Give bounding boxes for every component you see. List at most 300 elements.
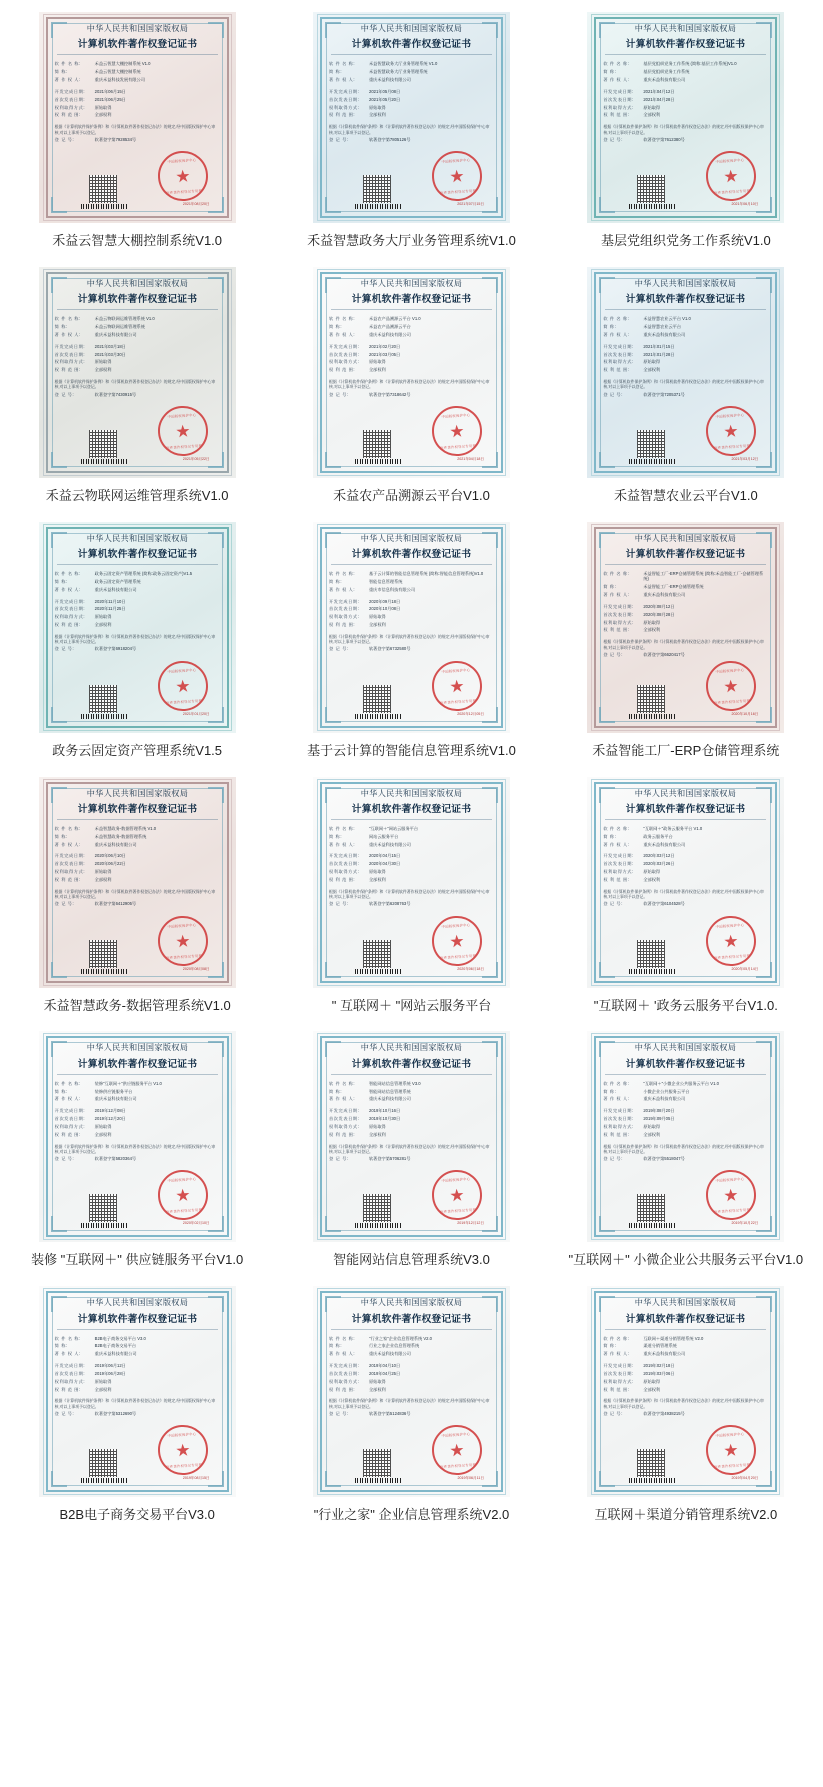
registration-note: 根据《计算机软件保护条例》和《计算机软件著作权登记办法》的规定,经中国版权保护中心审核,对以上事项予以登记。 [328,1143,490,1154]
issuer-name: 中华人民共和国国家版权局 [360,787,463,798]
certificate-fields-primary [603,61,768,85]
issuer-name: 中华人民共和国国家版权局 [635,532,737,543]
seal-issue-date: 2020年10月16日 [731,711,759,716]
field-value-development-date: 2021年04月12日 [643,88,675,94]
title-divider [605,819,766,820]
certificate-field-row [55,367,220,372]
field-value-software-name: "行业之家"企业信息管理系统 V2.0 [368,1335,432,1341]
certificate-card[interactable] [0,1280,274,1535]
field-value-registration-number: 软著登字第4938215号 [643,1411,685,1416]
certificate-caption: 装修 "互联网＋" 供应链服务平台V1.0 [31,1252,244,1268]
field-value-copyright-owner: 重庆禾益科技有限公司 [368,1351,411,1357]
title-divider [57,819,218,820]
certificate-thumbnail[interactable] [39,1031,236,1242]
certificate-fields-secondary [55,853,220,884]
registration-note: 根据《计算机软件保护条例》和《计算机软件著作权登记办法》的规定,经中国版权保护中心审核,对以上事项予以登记。 [603,639,764,650]
field-value-registration-number: 软著登字第6208763号 [368,901,411,907]
field-label-acquisition-method: 权利取得方式: [54,614,86,620]
certificate-caption: 禾益智慧政务大厅业务管理系统V1.0 [307,233,516,248]
certificate-field-row [603,1371,768,1376]
official-seal-icon [156,1424,209,1477]
certificate-title: 计算机软件著作权登记证书 [351,293,472,305]
issuer-name: 中华人民共和国国家版权局 [86,278,188,288]
certificate-field-row [329,89,494,94]
certificate-field-row [329,622,494,627]
field-value-acquisition-method: 原始取得 [368,104,386,110]
barcode-icon [629,969,675,974]
field-label-rights-scope: 权 利 范 围: [328,876,356,882]
certificate-thumbnail[interactable] [39,777,236,988]
seal-issue-date: 2020年02月10日 [182,1221,210,1226]
certificate-fields-regno [329,1411,494,1419]
certificate-card[interactable] [274,6,548,261]
certificate-fields-regno [329,137,494,145]
certificate-field-row [603,1343,768,1348]
certificate-fields-regno [55,1411,220,1419]
field-label-short-name: 简 称: [54,324,68,330]
registration-note: 根据《计算机软件保护条例》和《计算机软件著作权登记办法》的规定,经中国版权保护中心审核,对以上事项予以登记。 [328,888,490,900]
barcode-icon [629,459,675,464]
certificate-footer [603,1419,768,1485]
certificate-field-row [603,1336,768,1341]
field-label-short-name: 简 称: [54,578,68,584]
field-value-copyright-owner: 重庆禾益科技有限公司 [643,592,686,598]
certificate-thumbnail[interactable] [313,267,510,478]
qr-code-icon [89,430,117,458]
field-value-registration-number: 软著登字第6732580号 [368,646,411,652]
certificate-field-row [55,1108,220,1113]
certificate-field-row [329,877,494,882]
certificate-body [603,1298,768,1485]
certificate-thumbnail[interactable] [39,522,236,733]
certificate-caption: 智能网站信息管理系统V3.0 [333,1252,490,1268]
official-seal-icon [705,1424,758,1477]
certificate-field-row [55,332,220,337]
official-seal-icon [430,149,483,202]
field-value-short-name: B2B电子商务交易平台 [94,1343,137,1349]
seal-issue-date: 2021年01月20日 [182,711,210,716]
certificate-thumbnail[interactable] [313,1031,510,1242]
seal-bottom-text: 软件著作权登记专用章 [714,698,751,705]
certificate-field-row [329,137,494,142]
field-label-acquisition-method: 权利取得方式: [328,359,360,365]
certificate-footer [55,1164,220,1230]
certificate-field-row [329,324,494,329]
field-value-development-date: 2019年08月20日 [643,1108,675,1114]
field-label-rights-scope: 权 利 范 围: [54,367,81,373]
title-divider [57,1329,218,1330]
title-divider [331,54,492,55]
qr-code-icon [637,1194,665,1222]
certificate-fields-regno [603,1411,768,1419]
field-label-copyright-owner: 著 作 权 人: [603,1096,630,1102]
field-label-software-name: 软 件 名 称: [328,316,356,322]
certificate-card[interactable] [274,1025,548,1280]
certificate-body [329,1043,494,1230]
certificate-title: 计算机软件著作权登记证书 [626,548,746,560]
certificate-field-row [329,853,494,858]
certificate-thumbnail[interactable] [587,12,784,223]
certificate-field-row [603,612,768,617]
certificate-card[interactable] [549,1280,823,1535]
certificate-field-row [329,112,494,117]
certificate-field-row [603,861,768,866]
barcode-icon [355,1478,401,1483]
certificate-card[interactable] [0,261,274,516]
certificate-thumbnail[interactable] [313,777,510,988]
certificate-field-row [603,869,768,874]
certificate-card[interactable] [274,771,548,1026]
field-label-software-name: 软 件 名 称: [54,1080,81,1086]
certificate-field-row [329,1089,494,1094]
seal-bottom-text: 软件著作权登记专用章 [440,188,477,196]
field-value-software-name: 禾益云物联网运维管理系统 V1.0 [94,316,155,322]
certificate-thumbnail[interactable] [587,777,784,988]
field-value-rights-scope: 全部权利 [643,112,661,118]
official-seal-icon [430,659,483,712]
field-value-development-date: 2019年06月12日 [94,1363,126,1369]
field-label-short-name: 简 称: [603,69,617,75]
certificate-fields-primary [603,316,768,340]
field-label-short-name: 简 称: [54,1088,68,1094]
certificate-caption: "行业之家" 企业信息管理系统V2.0 [313,1507,510,1523]
field-label-first-publish-date: 首次发表日期: [328,96,360,102]
certificate-field-row [603,77,768,82]
field-label-copyright-owner: 著 作 权 人: [328,1096,356,1102]
certificate-card[interactable] [0,6,274,261]
title-divider [605,564,766,565]
certificate-field-row [329,1343,494,1348]
certificate-fields-secondary [329,1363,494,1394]
certificate-field-row [329,1124,494,1129]
field-label-software-name: 软 件 名 称: [54,571,81,577]
field-value-registration-number: 软著登字第6918204号 [94,646,137,652]
certificate-card[interactable] [274,516,548,771]
certificate-body [329,1298,494,1485]
certificate-field-row [55,901,220,906]
field-label-software-name: 软 件 名 称: [328,1080,356,1086]
certificate-thumbnail[interactable] [39,12,236,223]
certificate-title: 计算机软件著作权登记证书 [626,1058,746,1070]
field-label-development-date: 开发完成日期: [328,1363,360,1369]
certificate-field-row [55,1379,220,1384]
certificate-card[interactable] [549,1025,823,1280]
certificate-caption: 政务云固定资产管理系统V1.5 [52,742,223,758]
field-value-rights-scope: 全部权利 [94,112,112,118]
qr-code-icon [89,1194,117,1222]
certificate-field-row [329,1411,494,1416]
field-value-registration-number: 软著登字第7612380号 [643,136,685,142]
certificate-field-row [55,1116,220,1121]
certificate-field-row [55,614,220,619]
certificate-fields-secondary [603,344,768,375]
certificate-field-row [55,1124,220,1129]
seal-bottom-text: 软件著作权登记专用章 [440,1208,477,1215]
issuer-name: 中华人民共和国国家版权局 [86,1297,188,1308]
certificate-card[interactable] [0,1025,274,1280]
certificate-field-row [55,622,220,627]
qr-code-icon [637,685,665,713]
seal-bottom-text: 软件著作权登记专用章 [165,953,202,960]
certificate-field-row [603,853,768,858]
certificate-body [603,24,768,211]
certificate-fields-regno [329,392,494,400]
certificate-field-row [55,877,220,882]
certificate-field-row [55,1096,220,1101]
seal-top-text: 中国版权保护中心 [441,1177,471,1184]
certificate-thumbnail[interactable] [313,12,510,223]
certificate-field-row [603,97,768,102]
field-label-rights-scope: 权 利 范 围: [328,1131,356,1137]
field-value-registration-number: 软著登字第7430915号 [94,391,137,397]
qr-code-icon [363,175,391,203]
certificate-fields-primary [329,1336,494,1360]
certificate-field-row [55,89,220,94]
field-value-registration-number: 软著登字第7318642号 [368,391,411,397]
field-value-short-name: 政务云固定资产管理系统 [94,578,141,584]
certificate-field-row [329,392,494,397]
field-label-first-publish-date: 首次发表日期: [54,1370,86,1376]
certificate-field-row [603,352,768,357]
certificate-card[interactable] [549,261,823,516]
field-value-first-publish-date: 2020年03月26日 [643,861,675,867]
field-label-short-name: 简 称: [328,69,343,75]
seal-issue-date: 2020年08月08日 [182,966,210,971]
certificate-caption: 禾益智能工厂-ERP仓储管理系统 [592,742,780,758]
seal-top-text: 中国版权保护中心 [167,922,197,929]
field-value-development-date: 2019年10月16日 [368,1108,401,1114]
field-value-first-publish-date: 2019年04月25日 [368,1370,401,1376]
certificate-field-row [329,861,494,866]
seal-issue-date: 2019年12月12日 [457,1221,484,1226]
field-value-first-publish-date: 2021年05月20日 [368,96,401,102]
field-value-acquisition-method: 原始取得 [643,359,661,365]
field-label-acquisition-method: 权利取得方式: [328,614,360,620]
seal-bottom-text: 软件著作权登记专用章 [714,443,751,451]
certificate-fields-regno [55,1156,220,1164]
field-value-development-date: 2020年11月10日 [94,598,126,604]
field-label-acquisition-method: 权利取得方式: [603,1378,634,1384]
seal-top-text: 中国版权保护中心 [715,412,745,419]
seal-top-text: 中国版权保护中心 [715,1177,745,1184]
certificate-card[interactable] [549,771,823,1026]
certificate-fields-secondary [603,89,768,120]
certificate-field-row [329,1116,494,1121]
certificate-card[interactable] [274,261,548,516]
certificate-title: 计算机软件著作权登记证书 [626,38,746,50]
certificate-fields-secondary [603,1108,768,1139]
certificate-field-row [329,61,494,66]
certificate-field-row [329,1379,494,1384]
certificate-field-row [55,861,220,866]
official-seal-icon [156,404,209,457]
certificate-card[interactable] [549,516,823,771]
seal-star-icon: ★ [174,165,191,187]
certificate-field-row [329,579,494,584]
barcode-icon [355,204,401,209]
field-value-registration-number: 软著登字第6104528号 [643,901,685,907]
field-label-software-name: 软 件 名 称: [603,61,630,67]
field-value-short-name: 基层党组织党务工作系统 [643,69,690,75]
certificate-thumbnail[interactable] [587,1286,784,1497]
certificate-card[interactable] [0,516,274,771]
certificate-field-row [55,1343,220,1348]
certificate-body [329,279,494,466]
certificate-field-row [603,61,768,66]
certificate-field-row [55,826,220,831]
certificate-field-row [55,105,220,110]
field-value-short-name: 禾益智慧政务-数据管理系统 [94,833,147,839]
certificate-field-row [603,627,768,632]
certificate-thumbnail[interactable] [587,267,784,478]
certificate-footer [55,910,220,976]
certificate-field-row [603,1132,768,1137]
certificate-title: 计算机软件著作权登记证书 [77,803,197,815]
field-value-development-date: 2020年09月18日 [368,598,401,604]
official-seal-icon [705,404,758,457]
certificate-fields-primary [55,826,220,850]
certificate-field-row [329,1108,494,1113]
seal-star-icon: ★ [174,1185,191,1206]
seal-star-icon: ★ [723,1185,740,1206]
title-divider [57,54,218,55]
field-value-first-publish-date: 2019年06月28日 [94,1370,126,1376]
field-label-development-date: 开发完成日期: [328,1108,360,1114]
certificate-caption: 禾益农产品溯源云平台V1.0 [333,487,490,503]
field-value-software-name: 禾益智慧政务大厅业务管理系统 V1.0 [368,61,438,67]
certificate-field-row [603,1124,768,1129]
certificate-field-row [329,359,494,364]
certificate-field-row [329,105,494,110]
certificate-field-row [55,579,220,584]
barcode-icon [81,1478,127,1483]
field-value-rights-scope: 全部权利 [368,876,386,882]
field-value-acquisition-method: 原始取得 [643,1378,661,1384]
certificate-thumbnail[interactable] [39,267,236,478]
certificate-fields-regno [329,1156,494,1164]
field-label-short-name: 简 称: [603,584,617,590]
field-value-copyright-owner: 重庆禾益科技有限公司 [368,331,411,337]
certificate-field-row [329,1156,494,1161]
field-label-registration-number: 登 记 号: [603,1411,623,1416]
certificate-card[interactable] [274,1280,548,1535]
certificate-field-row [55,1089,220,1094]
field-label-registration-number: 登 记 号: [603,901,623,907]
field-label-acquisition-method: 权利取得方式: [328,104,360,110]
certificate-field-row [329,834,494,839]
certificate-field-row [55,112,220,117]
field-label-development-date: 开发完成日期: [54,1108,86,1114]
certificate-field-row [55,359,220,364]
field-label-first-publish-date: 首次发表日期: [54,1116,86,1122]
certificate-thumbnail[interactable] [587,522,784,733]
certificate-field-row [603,834,768,839]
qr-code-icon [363,940,391,968]
certificate-thumbnail[interactable] [39,1286,236,1497]
field-label-copyright-owner: 著 作 权 人: [54,77,81,83]
certificate-card[interactable] [0,771,274,1026]
seal-issue-date: 2019年06月11日 [457,1476,484,1481]
field-label-development-date: 开发完成日期: [54,853,86,859]
seal-top-text: 中国版权保护中心 [441,158,471,165]
certificate-thumbnail[interactable] [313,1286,510,1497]
certificate-field-row [55,1411,220,1416]
seal-star-icon: ★ [174,420,191,441]
issuer-name: 中华人民共和国国家版权局 [360,23,463,33]
certificate-fields-primary [329,1081,494,1105]
field-label-registration-number: 登 记 号: [54,1411,75,1416]
qr-code-icon [89,685,117,713]
certificate-field-row [55,1387,220,1392]
certificate-thumbnail[interactable] [587,1031,784,1242]
field-label-first-publish-date: 首次发表日期: [328,606,360,612]
field-label-rights-scope: 权 利 范 围: [54,622,81,628]
certificate-body [329,24,494,211]
field-value-copyright-owner: 重庆禾益科技有限公司 [643,841,686,847]
issuer-name: 中华人民共和国国家版权局 [635,787,737,798]
certificate-fields-regno [329,646,494,654]
certificate-field-row [329,344,494,349]
certificate-field-row [329,614,494,619]
field-label-first-publish-date: 首次发表日期: [54,96,86,102]
issuer-name: 中华人民共和国国家版权局 [360,1297,463,1308]
certificate-thumbnail[interactable] [313,522,510,733]
official-seal-icon [430,1169,483,1222]
certificate-field-row [603,1096,768,1101]
qr-code-icon [89,940,117,968]
field-label-rights-scope: 权 利 范 围: [328,112,356,118]
certificate-field-row [603,1363,768,1368]
certificate-fields-primary [603,1336,768,1360]
field-value-acquisition-method: 原始取得 [94,1123,112,1129]
field-value-acquisition-method: 原始取得 [368,1123,386,1129]
field-label-first-publish-date: 首次发表日期: [54,351,86,357]
field-label-first-publish-date: 首次发表日期: [328,351,360,357]
field-value-development-date: 2021年02月20日 [368,343,401,349]
certificate-field-row [603,1108,768,1113]
field-value-registration-number: 软著登字第6412905号 [94,901,137,907]
certificate-field-row [329,332,494,337]
certificate-field-row [55,77,220,82]
seal-top-text: 中国版权保护中心 [715,922,745,929]
field-label-registration-number: 登 记 号: [603,136,623,142]
field-value-development-date: 2019年04月10日 [368,1363,401,1369]
certificate-body [55,789,220,976]
barcode-icon [355,969,401,974]
seal-star-icon: ★ [723,420,740,441]
field-label-development-date: 开发完成日期: [328,598,360,604]
field-label-registration-number: 登 记 号: [328,901,349,907]
field-label-copyright-owner: 著 作 权 人: [603,1351,630,1357]
field-label-acquisition-method: 权利取得方式: [603,359,634,365]
certificate-card[interactable] [549,6,823,261]
field-label-registration-number: 登 记 号: [54,1156,75,1162]
field-label-development-date: 开发完成日期: [54,343,86,349]
certificate-footer [329,910,494,976]
field-label-registration-number: 登 记 号: [328,1156,349,1162]
field-label-development-date: 开发完成日期: [54,598,86,604]
field-label-rights-scope: 权 利 范 围: [328,367,356,373]
seal-top-text: 中国版权保护中心 [441,1432,471,1439]
field-value-rights-scope: 全部权利 [94,876,112,882]
field-value-development-date: 2020年08月12日 [643,603,675,609]
registration-note: 根据《计算机软件保护条例》和《计算机软件著作权登记办法》的规定,经中国版权保护中心审核,对以上事项予以登记。 [603,379,764,390]
field-label-registration-number: 登 记 号: [328,646,349,652]
barcode-icon [81,204,127,209]
certificate-field-row [55,392,220,397]
certificate-field-row [603,344,768,349]
field-label-first-publish-date: 首次发表日期: [603,1116,634,1122]
